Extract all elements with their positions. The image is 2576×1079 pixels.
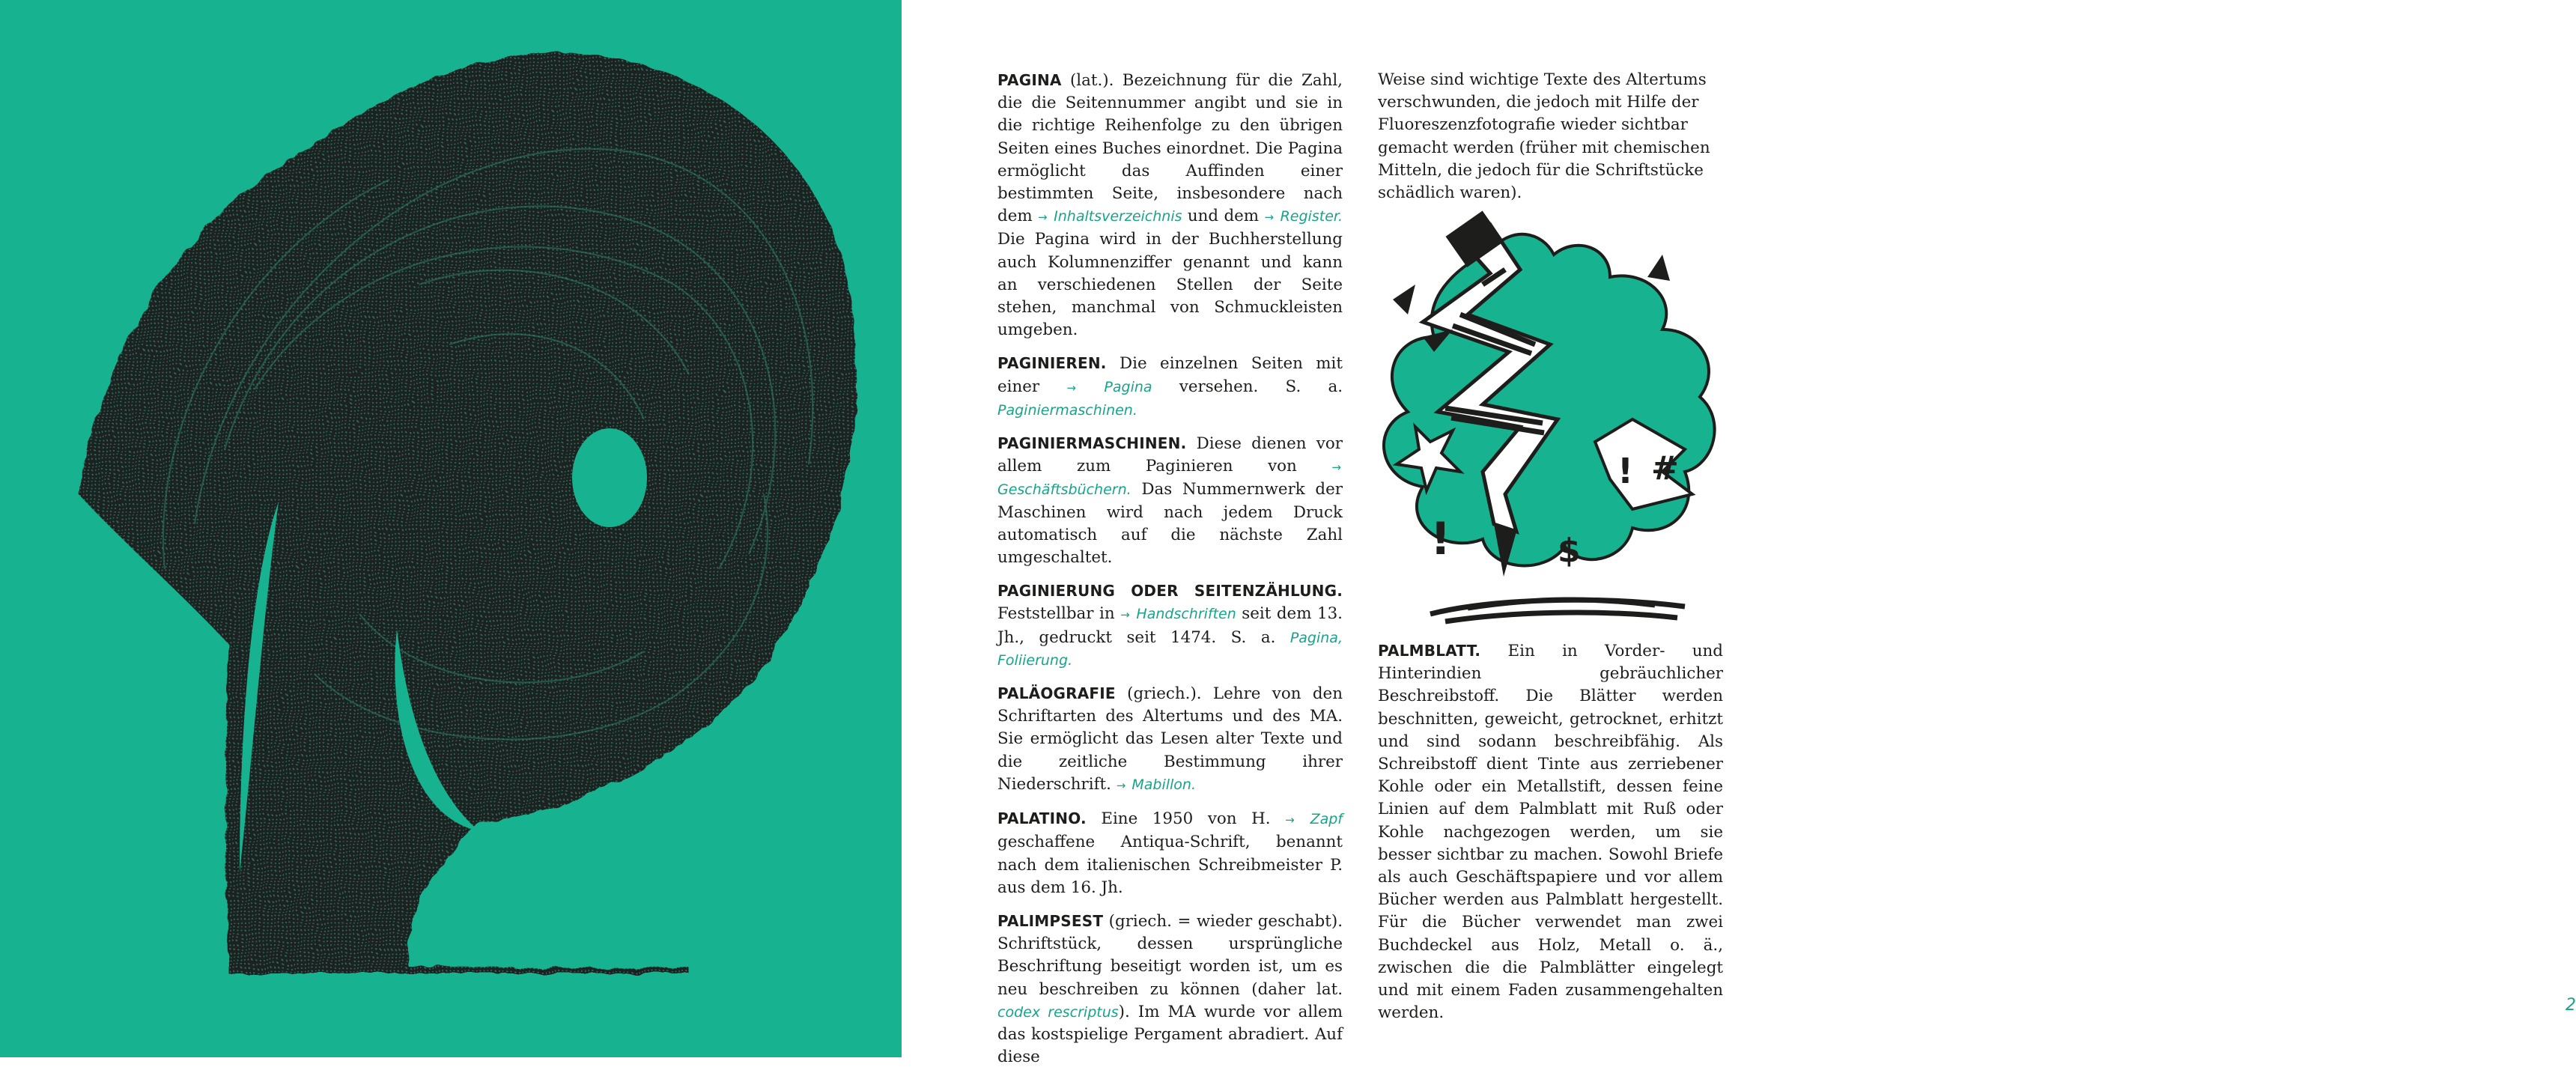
headword: PAGINIERUNG ODER SEITENZÄHLUNG. <box>997 582 1343 601</box>
spark-triangle <box>1647 255 1670 281</box>
cross-reference-link[interactable] <box>1117 776 1196 793</box>
exclamation-icon: ! <box>1617 451 1633 491</box>
entry-text: (griech. = wieder geschabt). Schriftstück, dessen ursprüngliche Beschriftung beseitigt worden ist, um es neu beschreiben zu können (daher lat. <box>997 911 1343 999</box>
entry-palaeografie <box>997 682 1343 797</box>
entry-text: Eine 1950 von H. <box>1086 809 1286 829</box>
entry-text: (griech.). Lehre von den Schriftarten des Altertums und des MA. Sie ermöglicht das Lesen alter Texte und die zeitliche Bestimmung ihrer Niederschrift. <box>997 684 1343 794</box>
entry-text: Die Pagina wird in der Buchherstellung auch Kolumnenziffer genannt und kann an verschiedenen Stellen der Seite stehen, manchmal von Schmuckleisten umgeben. <box>997 230 1343 340</box>
entry-text: ). Im MA wurde vor allem das kostspielige Pergament abradiert. Auf diese <box>997 1002 1343 1067</box>
cross-reference-link[interactable] <box>1120 606 1236 622</box>
arrow-right-icon: → <box>1285 813 1295 827</box>
left-page <box>0 0 902 1057</box>
text-column-1 <box>997 69 1343 1079</box>
xref-label: Geschäftsbüchern. <box>997 481 1131 499</box>
counter-hole <box>572 428 647 527</box>
xref-label: Inhaltsverzeichnis <box>1054 208 1182 225</box>
entry-text: (lat.). Bezeichnung für die Zahl, die die Seitennummer angibt und sie in die richtige Reihenfolge zu den übrigen Seiten eines Buches einordnet. Die Pagina ermöglicht das Auffinden einer bestimmten Seite, insbesondere nach dem <box>997 71 1343 226</box>
arrow-right-icon: → <box>1264 210 1275 225</box>
arrow-right-icon: → <box>1066 380 1076 395</box>
headword: PALIMPSEST <box>997 911 1104 930</box>
entry-text: Die einzelnen Seiten mit einer <box>997 354 1343 396</box>
text-column-2 <box>1378 69 1723 1023</box>
entry-paginieren <box>997 352 1343 422</box>
arrow-right-icon: → <box>1116 778 1126 792</box>
spark-triangle <box>1393 285 1415 314</box>
page-number: 2 <box>2566 996 2576 1015</box>
entry-text: geschaffene Antiqua-Schrift, benannt nach dem italienischen Schreibmeister P. aus dem 16. Jh. <box>997 833 1343 897</box>
entry-pagina <box>997 69 1343 341</box>
xref-label: Register. <box>1280 208 1343 225</box>
headword: PAGINIEREN. <box>997 354 1107 373</box>
cross-reference-link[interactable]: Pagina, Foliierung. <box>997 629 1343 669</box>
entry-text: seit dem 13. Jh., gedruckt seit 1474. S. a. <box>997 604 1343 647</box>
xref-label: Handschriften <box>1136 606 1236 623</box>
dollar-icon: $ <box>1558 532 1581 570</box>
cross-reference-link[interactable]: Paginiermaschinen. <box>997 401 1137 419</box>
headword: PALATINO. <box>997 809 1087 828</box>
entry-text: Feststellbar in <box>997 604 1121 624</box>
entry-text: versehen. S. a. <box>1152 377 1343 396</box>
arrow-right-icon: → <box>1331 461 1341 475</box>
headword: PALMBLATT. <box>1378 642 1481 660</box>
xref-label: Pagina <box>1104 378 1152 395</box>
cross-reference-link[interactable] <box>1264 208 1343 225</box>
entry-text: Diese dienen vor allem zum Paginieren von <box>997 434 1343 476</box>
headword: PAGINIERMASCHINEN. <box>997 434 1187 453</box>
cross-reference-link[interactable] <box>1285 811 1343 827</box>
headword: PALÄOGRAFIE <box>997 684 1116 703</box>
cross-reference-link[interactable] <box>1038 208 1182 225</box>
arrow-right-icon: → <box>1037 210 1048 225</box>
xref-label: Mabillon. <box>1131 776 1196 793</box>
entry-paginierung <box>997 580 1343 672</box>
entry-text: und dem <box>1182 207 1265 226</box>
ground-scribble <box>1430 600 1685 621</box>
entry-palimpsest <box>997 910 1343 1069</box>
exclamation-icon: ! <box>1430 513 1451 565</box>
xref-label: Zapf <box>1310 811 1343 828</box>
cross-reference-link[interactable]: codex rescriptus <box>997 1003 1119 1021</box>
entry-palmblatt <box>1378 639 1723 1024</box>
entry-palatino <box>997 807 1343 899</box>
arrow-right-icon: → <box>1120 608 1130 622</box>
entry-palimpsest-continued: Weise sind wichtige Texte des Altertums verschwunden, die jedoch mit Hilfe der Fluoreszenzfotografie wieder sichtbar gemacht werden (früher mit chemischen Mitteln, die jedoch für die Schriftstücke schädlich waren). <box>1378 70 1710 203</box>
headword: PAGINA <box>997 71 1062 89</box>
pencil-lightning-explosion-illustration <box>1370 225 1737 629</box>
entry-paginiermaschinen <box>997 432 1343 569</box>
entry-text: Ein in Vorder- und Hinterindien gebräuchlicher Beschreibstoff. Die Blätter werden beschnitten, geweicht, getrocknet, erhitzt und sind sodann beschreibfähig. Als Schreibstoff dient Tinte aus zerriebener Kohle oder ein Metallstift, dessen feine Linien auf dem Palmblatt mit Ruß oder Kohle nachgezogen werden, um sie besser sichtbar zu machen. Sowohl Briefe als auch Geschäftspapiere und vor allem Bücher werden aus Palmblatt hergestellt. Für die Bücher verwendet man zwei Buchdeckel aus Holz, Metall o. ä., zwischen die die Palmblätter eingelegt und mit einem Faden zusammengehalten werden. <box>1378 642 1723 1023</box>
letter-p-spiral-illustration <box>0 0 902 1057</box>
cross-reference-link[interactable] <box>1066 379 1152 395</box>
hash-icon: # <box>1651 449 1679 487</box>
entry-text: Das Nummernwerk der Maschinen wird nach jedem Druck automatisch auf die nächste Zahl umgeschaltet. <box>997 480 1343 568</box>
